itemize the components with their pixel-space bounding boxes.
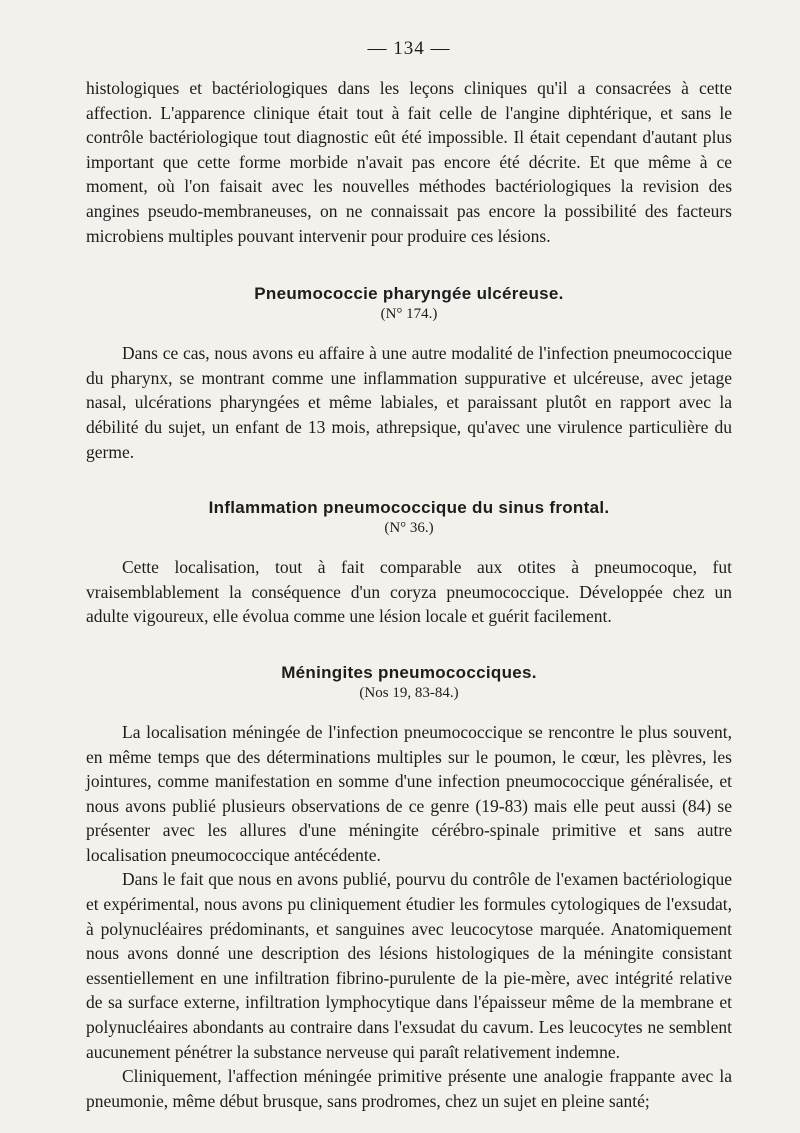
body-paragraph: Cette localisation, tout à fait comparable aux otites à pneumocoque, fut vraisemblablement la conséquence d'un coryza pneumococcique. Développée chez un adulte vigoureux, elle évolua comme une lésion locale et guérit facilement. bbox=[86, 557, 732, 627]
section-title: Méningites pneumococciques. bbox=[281, 662, 537, 682]
section-sinus-frontal bbox=[86, 498, 732, 629]
section-meningites bbox=[86, 663, 732, 1114]
body-paragraph: Cliniquement, l'affection méningée primitive présente une analogie frappante avec la pneumonie, même début brusque, sans prodromes, chez un sujet en pleine santé; bbox=[86, 1066, 732, 1111]
section-reference: (N° 174.) bbox=[380, 306, 438, 323]
section-pharyngee bbox=[86, 284, 732, 464]
section-title: Pneumococcie pharyngée ulcéreuse. bbox=[254, 284, 564, 304]
body-paragraph: Dans ce cas, nous avons eu affaire à une autre modalité de l'infection pneumococcique du pharynx, se montrant comme une inflammation suppurative et ulcéreuse, avec jetage nasal, ulcérations pharyngées et même labiales, et paraissant plutôt en rapport avec la débilité du sujet, un enfant de 13 mois, athrepsique, qu'avec une virulence particulière du germe. bbox=[86, 343, 732, 462]
section-title: Inflammation pneumococcique du sinus frontal. bbox=[208, 498, 610, 518]
body-paragraph: Dans le fait que nous en avons publié, pourvu du contrôle de l'examen bactériologique et expérimental, nous avons pu cliniquement étudier les formules cytologiques de l'exsudat, à polynucléaires prédominants, et sanguines avec leucocytose marquée. Anatomiquement nous avons donné une description des lésions histologiques de la méningite consistant essentiellement en une infiltration fibrino-purulente de la pie-mère, avec intégrité relative de sa surface externe, infiltration lymphocytique dans l'épaisseur même de la membrane et polynucléaires abondants au contraire dans l'exsudat du cavum. Les leucocytes ne semblent aucunement pénétrer la substance nerveuse qui paraît relativement indemne. bbox=[86, 869, 732, 1062]
section-reference: (N° 36.) bbox=[384, 520, 434, 537]
intro-paragraph: histologiques et bactériologiques dans les leçons cliniques qu'il a consacrées à cette affection. L'apparence clinique était tout à fait celle de l'angine diphtérique, et sans le contrôle bactériologique tout diagnostic eût été impossible. Il était cependant d'autant plus important que cette forme morbide n'avait pas encore été décrite. Et que même à ce moment, où l'on faisait avec les nouvelles méthodes bactériologiques la revision des angines pseudo-membraneuses, on ne connaissait pas encore la possibilité des facteurs microbiens multiples pouvant intervenir pour produire ces lésions. bbox=[86, 78, 732, 246]
body-paragraph: La localisation méningée de l'infection pneumococcique se rencontre le plus souvent, en même temps que des déterminations multiples sur le poumon, le cœur, les plèvres, les jointures, comme manifestation en somme d'une infection pneumococcique généralisée, et nous avons publié plusieurs observations de ce genre (19-83) mais elle peut aussi (84) se présenter avec les allures d'une méningite cérébro-spinale primitive et sans autre localisation pneumococcique antécédente. bbox=[86, 721, 732, 865]
section-reference: (Nos 19, 83-84.) bbox=[359, 684, 459, 701]
page-number: — 134 — bbox=[367, 38, 451, 59]
